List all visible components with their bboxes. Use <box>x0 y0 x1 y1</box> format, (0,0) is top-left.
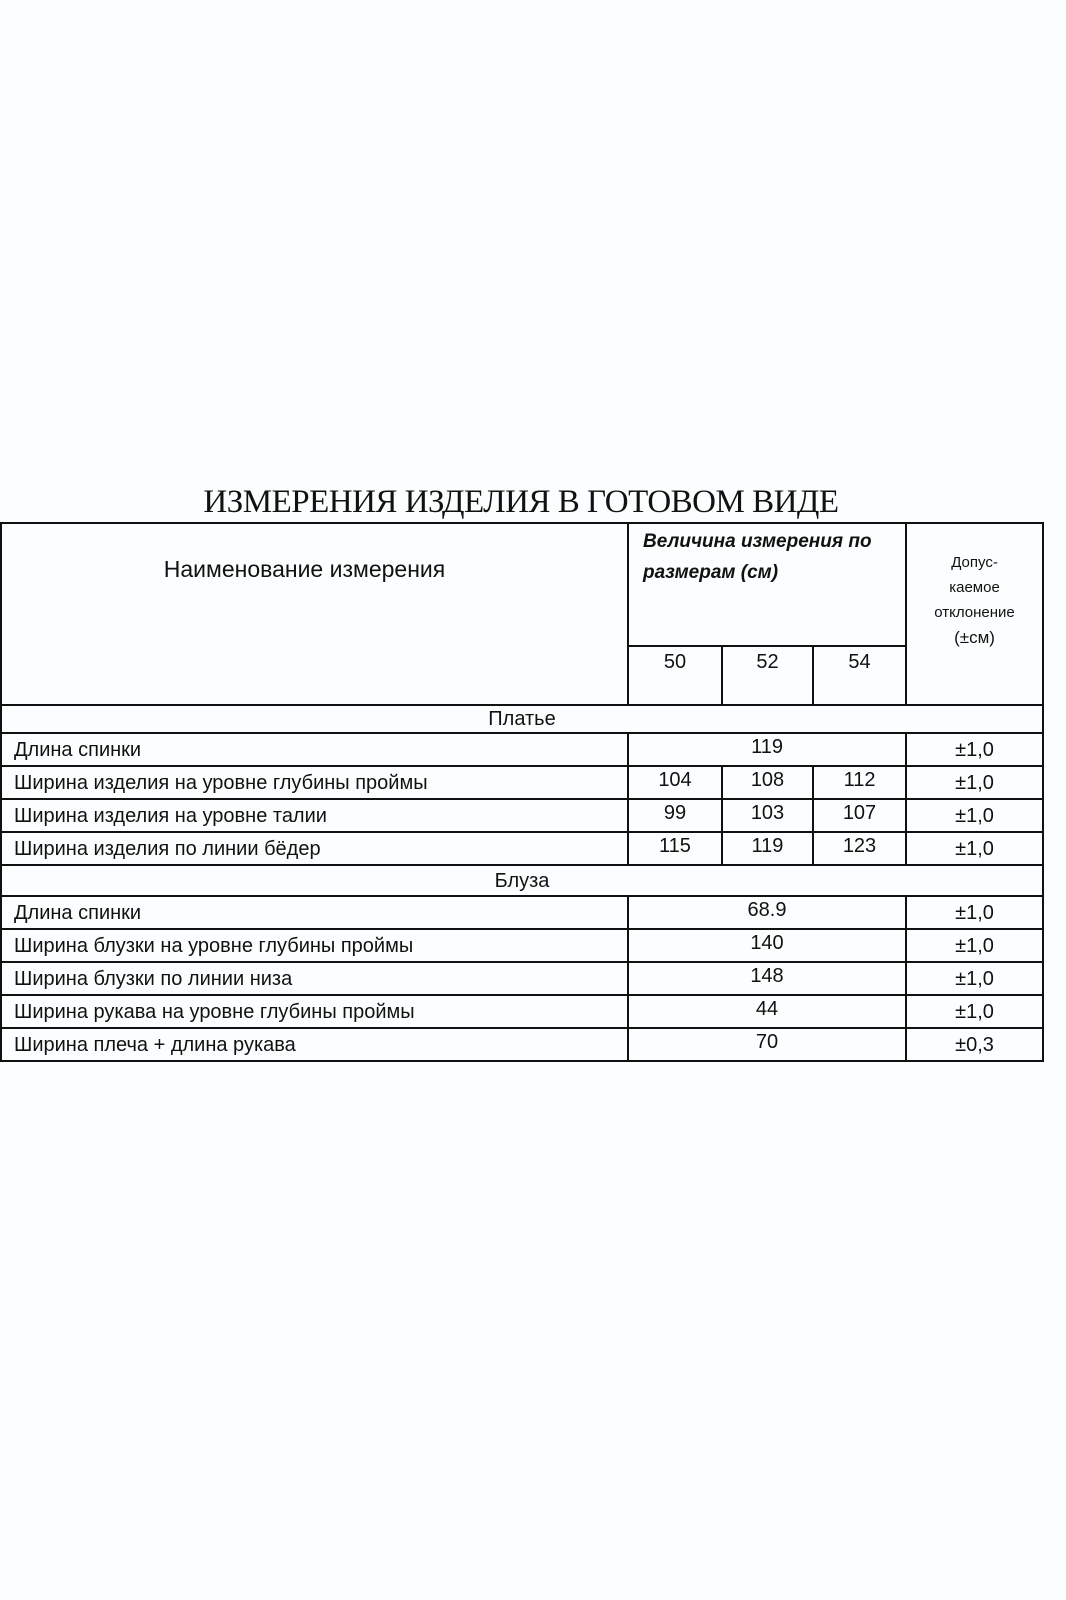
tolerance-line: Допус- <box>951 554 998 571</box>
row-value: 44 <box>628 995 906 1028</box>
header-tolerance <box>906 523 1043 705</box>
row-value: 148 <box>628 962 906 995</box>
row-value: 68.9 <box>628 896 906 929</box>
row-value-50: 99 <box>628 799 722 832</box>
table-row <box>1 1028 1043 1061</box>
row-value-54: 112 <box>813 766 906 799</box>
measurements-table <box>0 522 1044 1062</box>
row-tolerance: ±1,0 <box>906 896 1043 929</box>
row-tolerance: ±1,0 <box>906 832 1043 865</box>
row-tolerance: ±1,0 <box>906 962 1043 995</box>
row-value-52: 119 <box>722 832 813 865</box>
row-value: 140 <box>628 929 906 962</box>
row-tolerance: ±1,0 <box>906 733 1043 766</box>
row-name: Длина спинки <box>1 733 628 766</box>
section-title: Блуза <box>1 865 1043 896</box>
section-row <box>1 705 1043 733</box>
row-name: Ширина изделия на уровне глубины проймы <box>1 766 628 799</box>
header-value: Величина измерения по размерам (см) <box>628 523 906 646</box>
row-value: 119 <box>628 733 906 766</box>
row-value-52: 108 <box>722 766 813 799</box>
tolerance-line: (±см) <box>954 628 995 647</box>
header-name: Наименование измерения <box>1 523 628 705</box>
row-tolerance: ±1,0 <box>906 929 1043 962</box>
size-50: 50 <box>628 646 722 705</box>
table-row <box>1 995 1043 1028</box>
row-value-50: 115 <box>628 832 722 865</box>
tolerance-line: отклонение <box>934 604 1015 621</box>
row-name: Ширина изделия по линии бёдер <box>1 832 628 865</box>
table-row <box>1 733 1043 766</box>
row-tolerance: ±1,0 <box>906 799 1043 832</box>
header-row <box>1 523 1043 646</box>
row-value-52: 103 <box>722 799 813 832</box>
row-name: Ширина плеча + длина рукава <box>1 1028 628 1061</box>
row-value-50: 104 <box>628 766 722 799</box>
table-row <box>1 766 1043 799</box>
row-value-54: 123 <box>813 832 906 865</box>
table-row <box>1 929 1043 962</box>
section-title: Платье <box>1 705 1043 733</box>
row-tolerance: ±0,3 <box>906 1028 1043 1061</box>
section-row <box>1 865 1043 896</box>
row-value: 70 <box>628 1028 906 1061</box>
table-row <box>1 832 1043 865</box>
row-tolerance: ±1,0 <box>906 766 1043 799</box>
document-title: ИЗМЕРЕНИЯ ИЗДЕЛИЯ В ГОТОВОМ ВИДЕ <box>203 484 839 520</box>
row-tolerance: ±1,0 <box>906 995 1043 1028</box>
row-name: Ширина рукава на уровне глубины проймы <box>1 995 628 1028</box>
table-row <box>1 896 1043 929</box>
table-row <box>1 799 1043 832</box>
row-name: Ширина блузки на уровне глубины проймы <box>1 929 628 962</box>
row-value-54: 107 <box>813 799 906 832</box>
row-name: Длина спинки <box>1 896 628 929</box>
size-52: 52 <box>722 646 813 705</box>
table-row <box>1 962 1043 995</box>
row-name: Ширина изделия на уровне талии <box>1 799 628 832</box>
tolerance-line: каемое <box>949 579 1000 596</box>
row-name: Ширина блузки по линии низа <box>1 962 628 995</box>
size-54: 54 <box>813 646 906 705</box>
